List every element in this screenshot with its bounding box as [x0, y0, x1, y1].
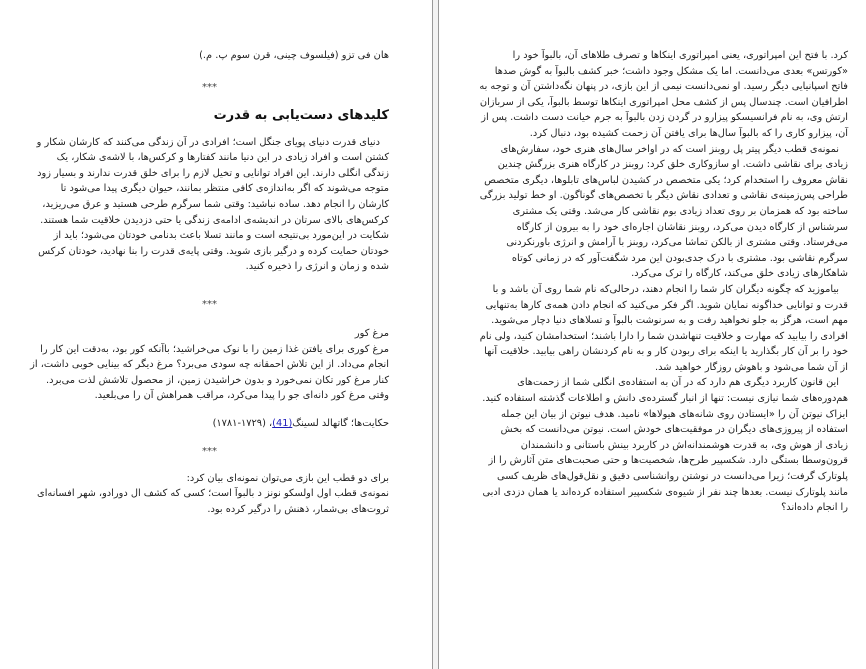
right-page	[439, 0, 866, 669]
section-separator: ***	[202, 81, 217, 93]
fable-source-years: ، (۱۷۲۹-۱۷۸۱)	[212, 417, 273, 429]
example-intro: برای دو قطب این بازی می‌توان نمونه‌ای بیان کرد:	[186, 472, 389, 484]
example-first-pole: نمونه‌ی قطب اول اولسکو نونز د بالبوآ است؛ کسی که کشف ال دورادو، شهر افسانه‌ای ثروت‌های بی‌شمار، ذهنش را درگیر کرده بود.	[37, 488, 389, 515]
balboa-paragraph: کرد. با فتح این امپراتوری، یعنی امپراتوری اینکاها و تصرف طلاهای آن، بالبوآ خود را «کورتس» بعدی می‌دانست. اما یک مشکل وجود داشت؛ خبر کشف بالبوآ به گوش صدها فاتح اسپانیایی دیگر رسید. او نمی‌دانست نیمی از این بازی، در پنهان نگه‌داشتن آن و توجه به اطرافیان است. چندسال پس از کشف محل امپراتوری اینکاها توسط بالبوآ، یکی از سربازان ارتش وی، به نام فرانسیسکو پیزارو در گردن زدن بالبوآ به جرم خیانت دست داشت. پس از آن، پیزارو کاری را که بالبوآ سال‌ها برای یافتن آن زحمت کشیده بود، دنبال کرد.	[479, 50, 848, 139]
lesson-paragraph: بیاموزید که چگونه دیگران کار شما را انجام دهند، درحالی‌که نام شما روی آن باشد و با قدرت و توانایی خداگونه نمایان شوید. اگر فکر می‌کنید که انجام دادن همه‌ی کارها به‌تنهایی مهم است، هرگز به جلو نخواهید رفت و به سرنوشت بالبوآ و تسلاهای دنیا دچار می‌شوید. افرادی را بیابید که مهارت و خلاقیت تنهاشدن شما را دارا باشند؛ استخدامشان کنید، ولی نام خود را بر آن کار بگذارید یا اینکه برای ربودن کار و به نام کردنشان راهی بیابید. خلاقیت آنها از آن شما می‌شود و باهوش روزگار خواهید شد.	[479, 283, 848, 373]
page-divider	[432, 0, 433, 669]
section-separator: ***	[202, 445, 217, 457]
section-separator: ***	[202, 298, 217, 310]
intro-paragraph: دنیای قدرت دنیای پویای جنگل است؛ افرادی در آن زندگی می‌کنند که کارشان شکار و کشتن است و افراد زیادی در این دنیا مانند کفتارها و کرکس‌ها، با لاشه‌ی شکار، یک زندگی انگلی دارند. این افراد توانایی و تخیل لازم را برای خلق قدرت ندارند و بسیار زود متوجه می‌شوند که اگر به‌اندازه‌ی کافی منتظر بمانند، حیوان دیگری پیدا می‌شود تا کارشان را انجام دهد. ساده نباشید: وقتی شما سرگرم طرحی هستید و عرق می‌ریزید، کرکس‌های بالای سرتان در اندیشه‌ی ادامه‌ی زندگی یا حتی دزدیدن خلاقیت شما هستند. شکایت در این‌مورد بی‌نتیجه است و مانند تسلا باعث بدنامی خودتان می‌شود؛ باید از خودتان حمایت کرده و درگیر بازی شوید. وقتی پایه‌ی قدرت را بنا نهادید، خودتان کرکس شده و زمان و انرژی را ذخیره کنید.	[36, 136, 389, 273]
fable-body: مرغ کوری برای یافتن غذا زمین را با نوک می‌خراشید؛ باآنکه کور بود، به‌دقت این کار را انجام می‌داد. از این تلاش احمقانه چه سودی می‌برد؟ مرغ دیگر که بینایی خوبی داشت، از کنار مرغ کور تکان نمی‌خورد و بدون خراشیدن زمین، از محصول تلاشش لذت می‌برد. وقتی مرغ کور دانه‌ای جو را پیدا می‌کرد، مراقب همراهش آن را می‌بلعید.	[30, 343, 389, 402]
chapter-title: کلیدهای دست‌یابی به قدرت	[213, 107, 389, 123]
fable-source-text: حکایت‌ها؛ گاتهالد لسینگ	[292, 417, 389, 429]
rubens-paragraph: نمونه‌ی قطب دیگر پیتر پل روبنز است که در اواخر سال‌های هنری خود، سفارش‌های زیادی برای نقاشی داشت. او سازوکاری خلق کرد: روبنز در کارگاه هنری بزرگش چندین نقاش معروف را استخدام کرد؛ یکی متخصص در کشیدن لباس‌های تابلوها، دیگری متخصص طراحی پس‌زمینه‌ی نقاشی و تعدادی نقاش دیگر با تخصص‌های گوناگون. او خط تولید بزرگی ساخته بود که همزمان بر روی تعداد زیادی بوم نقاشی کار می‌شد. وقتی یک مشتری سرشناس از کارگاه دیدن می‌کرد، روبنز نقاشان اجاره‌ای خود را به بیرون از کارگاه می‌فرستاد. وقتی مشتری از بالکن تماشا می‌کرد، روبنز با آرامش و انرژی باورنکردنی سرگرم نقاشی بود. مشتری با درک جدی‌بودن این مرد شگفت‌آور که در زمانی کوتاه شاهکارهای زیادی خلق می‌کند، کارگاه را ترک می‌کرد.	[479, 143, 848, 280]
fable-source	[30, 416, 389, 432]
newton-paragraph: این قانون کاربرد دیگری هم دارد که در آن به استفاده‌ی انگلی شما از زحمت‌های هم‌دوره‌های شما نیازی نیست: تنها از انبار گسترده‌ی دانش و اطلاعات گذشته استفاده کنید. ایزاک نیوتن آن را «ایستادن روی شانه‌های هیولاها» نامید. هدف نیوتن از بیان این جمله استفاده از پیروزی‌های دیگران در موفقیت‌های خودش است. نیوتن می‌دانست که بخش زیادی از هوش وی، به قدرت هوشمندانه‌اش در کاربرد بینش باستانی و دانشمندان قرون‌وسطا بستگی دارد. شکسپیر طرح‌ها، شخصیت‌ها و حتی صحبت‌های متن آثارش را از پلوتارک گرفت؛ زیرا می‌دانست در نوشتن روانشناسی دقیق و نقل‌قول‌های ظریف کسی مانند پلوتارک نیست. بعدها چند نفر از شیوه‌ی شکسپیر استفاده کرده‌اند یا همان دزدی ادبی را انجام داده‌اند؟	[482, 377, 848, 514]
fable-title: مرغ کور	[354, 327, 389, 339]
quote-attribution: هان فی تزو (فیلسوف چینی، قرن سوم پ. م.)	[199, 50, 389, 61]
footnote-link[interactable]: (41)	[272, 417, 293, 429]
